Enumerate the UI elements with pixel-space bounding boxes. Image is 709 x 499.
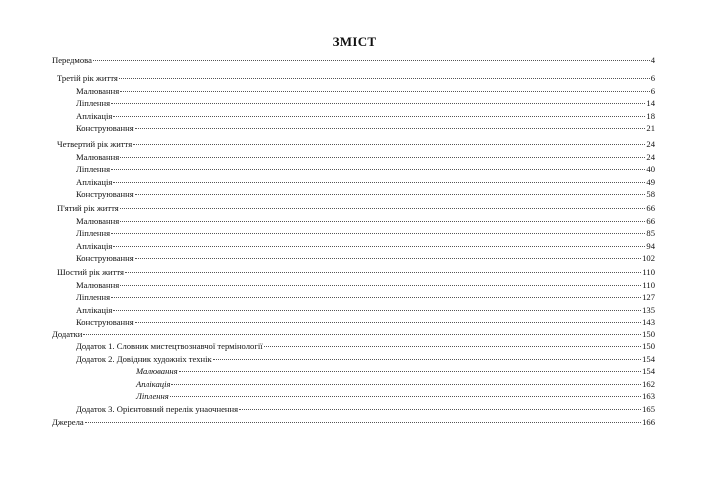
toc-page-number: 24 bbox=[646, 139, 655, 149]
toc-entry-label: Додаток 3. Орієнтовний перелік унаочнення bbox=[76, 403, 239, 414]
toc-leader bbox=[120, 208, 646, 209]
toc-entry-technique[interactable] bbox=[136, 365, 655, 377]
toc-leader bbox=[111, 297, 641, 298]
toc-entry-subsection[interactable] bbox=[76, 176, 655, 188]
toc-page-number: 154 bbox=[642, 353, 655, 364]
toc-page-number: 110 bbox=[642, 279, 655, 290]
toc-entry-subsection[interactable] bbox=[76, 163, 655, 175]
toc-page-number: 165 bbox=[642, 403, 655, 414]
toc-entry-label: Передмова bbox=[52, 55, 92, 65]
toc-leader bbox=[111, 103, 645, 104]
toc-leader bbox=[113, 182, 645, 183]
toc-entry-label: Аплікація bbox=[76, 304, 113, 315]
toc-page-number: 150 bbox=[642, 341, 655, 351]
toc-page-number: 6 bbox=[650, 85, 655, 96]
toc-page-number: 163 bbox=[642, 391, 655, 401]
toc-entry-label: Додатки bbox=[52, 328, 83, 339]
toc-leader bbox=[113, 246, 645, 247]
toc-entry-label: П'ятий рік життя bbox=[57, 203, 119, 213]
toc-leader bbox=[120, 285, 641, 286]
toc-entry-technique[interactable] bbox=[136, 378, 655, 390]
toc-entry-section[interactable] bbox=[57, 202, 655, 214]
toc-page-number: 110 bbox=[642, 267, 655, 277]
toc-page-number: 150 bbox=[642, 328, 655, 339]
toc-entry-subsection[interactable] bbox=[76, 97, 655, 109]
toc-page-number: 66 bbox=[646, 203, 655, 213]
toc-entry-label: Аплікація bbox=[76, 176, 113, 187]
toc-entry-subsection[interactable] bbox=[76, 252, 655, 264]
toc-entry-section[interactable] bbox=[57, 72, 655, 84]
toc-entry-label: Третій рік життя bbox=[57, 73, 118, 83]
toc-leader bbox=[179, 371, 641, 372]
toc-entry-appendix[interactable] bbox=[76, 403, 655, 415]
toc-page-number: 6 bbox=[650, 73, 655, 83]
toc-entry-subsection[interactable] bbox=[76, 279, 655, 291]
toc-entry-label: Аплікація bbox=[76, 110, 113, 121]
toc-page-number: 127 bbox=[642, 292, 655, 302]
toc-entry-label: Конструювання bbox=[76, 123, 134, 133]
toc-page-number: 143 bbox=[642, 317, 655, 327]
toc-page-number: 154 bbox=[642, 366, 655, 376]
toc-entry-subsection[interactable] bbox=[76, 151, 655, 163]
toc-page-number: 49 bbox=[646, 176, 655, 187]
toc-entry-sources[interactable] bbox=[52, 416, 655, 428]
toc-entry-label: Ліплення bbox=[76, 164, 111, 174]
toc-entry-section[interactable] bbox=[57, 138, 655, 150]
toc-entry-subsection[interactable] bbox=[76, 188, 655, 200]
toc-entry-label: Малювання bbox=[76, 151, 120, 162]
toc-entry-preface[interactable] bbox=[52, 54, 655, 66]
toc-entry-label: Четвертий рік життя bbox=[57, 139, 133, 149]
page-title: ЗМІСТ bbox=[332, 34, 377, 49]
toc-page-number: 102 bbox=[642, 253, 655, 263]
toc-leader bbox=[120, 221, 645, 222]
toc-leader bbox=[239, 409, 641, 410]
toc-entry-label: Ліплення bbox=[76, 98, 111, 108]
toc-leader bbox=[111, 169, 645, 170]
toc-entry-subsection[interactable] bbox=[76, 291, 655, 303]
toc-entry-label: Конструювання bbox=[76, 253, 134, 263]
toc-entry-label: Додаток 1. Словник мистецтвознавчої термінології bbox=[76, 341, 263, 351]
toc-entry-subsection[interactable] bbox=[76, 215, 655, 227]
toc-leader bbox=[113, 116, 645, 117]
toc-entry-label: Конструювання bbox=[76, 317, 134, 327]
toc-page-number: 21 bbox=[646, 123, 655, 133]
toc-leader bbox=[83, 334, 641, 335]
toc-leader bbox=[135, 322, 641, 323]
toc-page-number: 66 bbox=[646, 215, 655, 226]
toc-leader bbox=[171, 384, 641, 385]
toc-entry-subsection[interactable] bbox=[76, 316, 655, 328]
toc-entry-section[interactable] bbox=[57, 266, 655, 278]
toc-page-number: 24 bbox=[646, 151, 655, 162]
toc-entry-label: Малювання bbox=[76, 215, 120, 226]
toc-leader bbox=[120, 91, 650, 92]
toc-leader bbox=[93, 60, 650, 61]
toc-page-number: 166 bbox=[642, 417, 655, 427]
toc-leader bbox=[113, 310, 641, 311]
toc-leader bbox=[264, 346, 641, 347]
toc-entry-label: Ліплення bbox=[76, 292, 111, 302]
toc-entry-appendix[interactable] bbox=[76, 353, 655, 365]
toc-entry-appendix[interactable] bbox=[76, 340, 655, 352]
toc-entry-label: Малювання bbox=[76, 279, 120, 290]
toc-entry-label: Джерела bbox=[52, 417, 84, 427]
toc-page-number: 135 bbox=[642, 304, 655, 315]
toc-leader bbox=[85, 422, 641, 423]
toc-entry-label: Малювання bbox=[136, 366, 178, 376]
toc-entry-subsection[interactable] bbox=[76, 122, 655, 134]
toc-page-number: 85 bbox=[646, 228, 655, 238]
toc-leader bbox=[135, 128, 646, 129]
toc-leader bbox=[120, 157, 645, 158]
toc-leader bbox=[135, 258, 641, 259]
toc-entry-subsection[interactable] bbox=[76, 110, 655, 122]
toc-page-number: 162 bbox=[642, 378, 655, 389]
toc-entry-label: Аплікація bbox=[136, 378, 171, 389]
toc-entry-label: Ліплення bbox=[76, 228, 111, 238]
toc-entry-technique[interactable] bbox=[136, 390, 655, 402]
toc-leader bbox=[133, 144, 645, 145]
toc-leader bbox=[125, 272, 641, 273]
toc-entry-label: Малювання bbox=[76, 85, 120, 96]
toc-page-number: 94 bbox=[646, 240, 655, 251]
toc-entry-label: Аплікація bbox=[76, 240, 113, 251]
toc-entry-label: Ліплення bbox=[136, 391, 169, 401]
toc-entry-subsection[interactable] bbox=[76, 85, 655, 97]
toc-page-number: 18 bbox=[646, 110, 655, 121]
toc-entry-label: Конструювання bbox=[76, 189, 134, 199]
toc-entry-subsection[interactable] bbox=[76, 304, 655, 316]
toc-entry-subsection[interactable] bbox=[76, 227, 655, 239]
toc-entry-subsection[interactable] bbox=[76, 240, 655, 252]
toc-page-number: 4 bbox=[650, 55, 655, 65]
toc-entry-label: Додаток 2. Довідник художніх технік bbox=[76, 353, 212, 364]
toc-leader bbox=[213, 359, 641, 360]
toc-entry-label: Шостий рік життя bbox=[57, 267, 124, 277]
toc-leader bbox=[135, 194, 646, 195]
toc-leader bbox=[170, 396, 641, 397]
toc-page-number: 14 bbox=[646, 98, 655, 108]
toc-page-number: 40 bbox=[646, 164, 655, 174]
toc-entry-appendices[interactable] bbox=[52, 328, 655, 340]
toc-leader bbox=[119, 78, 650, 79]
toc-leader bbox=[111, 233, 645, 234]
toc-page-number: 58 bbox=[646, 189, 655, 199]
